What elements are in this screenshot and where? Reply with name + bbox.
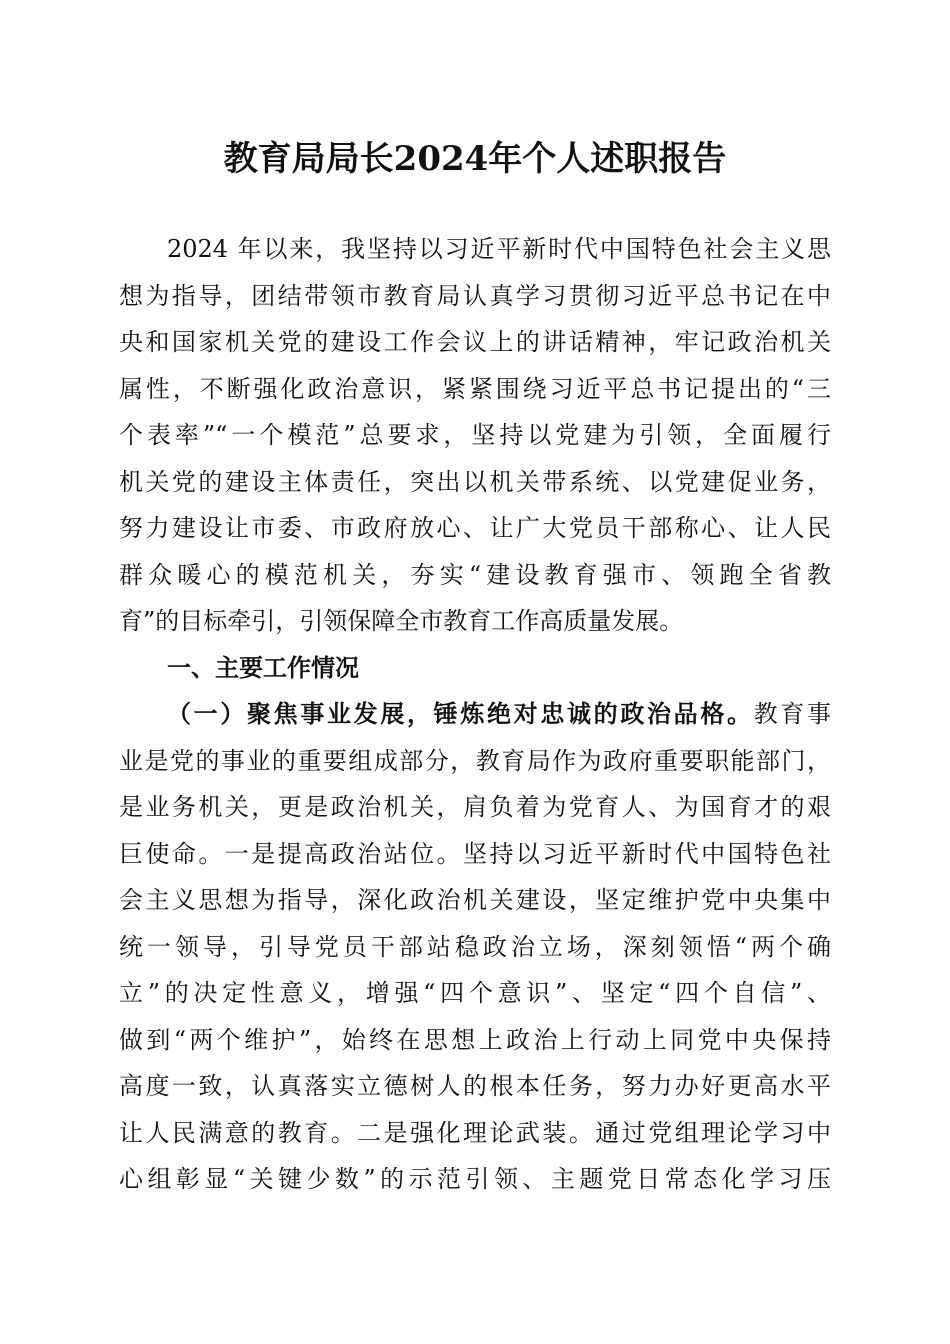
document-body bbox=[119, 226, 831, 1203]
paragraph-text: 教育事 bbox=[753, 700, 831, 728]
paragraph-line: 做到“两个维护”，始终在思想上政治上行动上同党中央保持 bbox=[119, 1025, 831, 1054]
paragraph-line: 让人民满意的教育。二是强化理论武装。通过党组理论学习中 bbox=[119, 1118, 831, 1147]
paragraph-line: 巨使命。一是提高政治站位。坚持以习近平新时代中国特色社 bbox=[119, 839, 831, 868]
subsection-line bbox=[119, 691, 831, 738]
paragraph-line: 业是党的事业的重要组成部分，教育局作为政府重要职能部门， bbox=[119, 746, 831, 775]
paragraph-line: 立”的决定性意义，增强“四个意识”、坚定“四个自信”、 bbox=[119, 979, 831, 1007]
subsection-heading: （一）聚焦事业发展，锤炼绝对忠诚的政治品格。 bbox=[167, 699, 754, 728]
paragraph-line: 高度一致，认真落实立德树人的根本任务，努力办好更高水平 bbox=[119, 1072, 831, 1100]
paragraph-line: 群众暖心的模范机关，夯实“建设教育强市、领跑全省教 bbox=[119, 560, 831, 589]
document-title: 教育局局长2024年个人述职报告 bbox=[223, 139, 727, 179]
paragraph-line: 会主义思想为指导，深化政治机关建设，坚定维护党中央集中 bbox=[119, 886, 831, 914]
paragraph-line: 努力建设让市委、市政府放心、让广大党员干部称心、让人民 bbox=[119, 514, 831, 542]
paragraph-line: 2024 年以来，我坚持以习近平新时代中国特色社会主义思 bbox=[167, 235, 831, 263]
paragraph-line: 心组彰显“关键少数”的示范引领、主题党日常态化学习压 bbox=[119, 1165, 831, 1193]
paragraph-line: 育”的目标牵引，引领保障全市教育工作高质量发展。 bbox=[119, 607, 684, 635]
paragraph-line: 央和国家机关党的建设工作会议上的讲话精神，牢记政治机关 bbox=[119, 328, 831, 356]
paragraph-line: 个表率”“一个模范”总要求，坚持以党建为引领，全面履行 bbox=[119, 421, 831, 449]
paragraph-line: 是业务机关，更是政治机关，肩负着为党育人、为国育才的艰 bbox=[119, 793, 831, 821]
paragraph-line: 统一领导，引导党员干部站稳政治立场，深刻领悟“两个确 bbox=[119, 932, 831, 961]
paragraph-line: 想为指导，团结带领市教育局认真学习贯彻习近平总书记在中 bbox=[119, 281, 831, 310]
paragraph-line: 机关党的建设主体责任，突出以机关带系统、以党建促业务， bbox=[119, 467, 831, 496]
section-heading: 一、主要工作情况 bbox=[167, 652, 359, 682]
paragraph-line: 属性，不断强化政治意识，紧紧围绕习近平总书记提出的“三 bbox=[119, 374, 831, 403]
